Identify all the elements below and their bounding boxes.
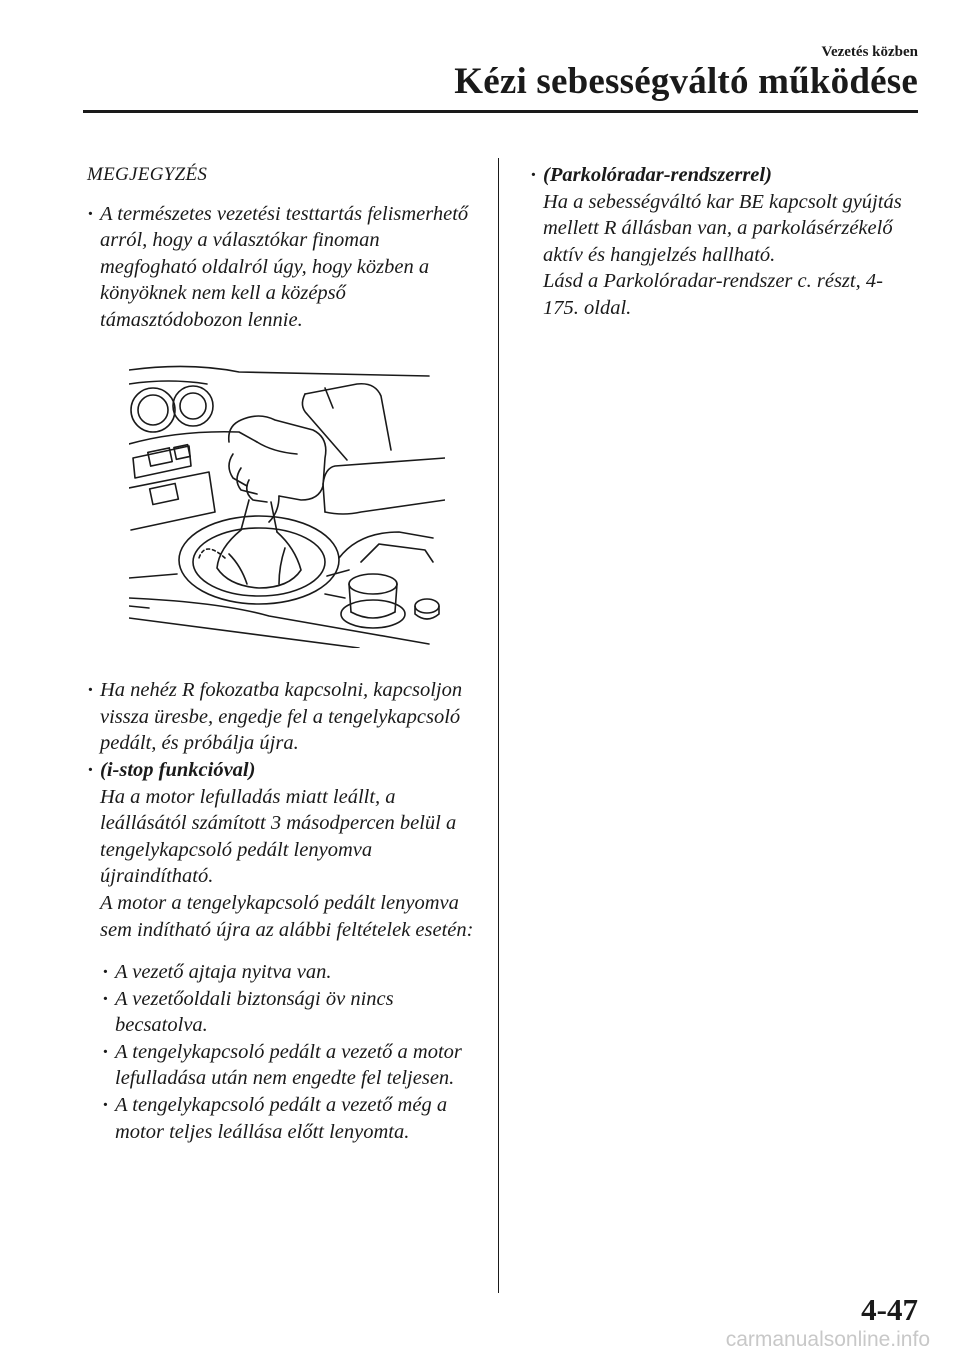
column-divider bbox=[498, 158, 499, 1293]
left-column bbox=[87, 162, 479, 1145]
right-column bbox=[530, 162, 910, 322]
istop-condition-list bbox=[87, 959, 479, 1145]
istop-title: (i-stop funkcióval) bbox=[100, 758, 256, 781]
list-item: · A vezetőoldali biztonsági öv nincs becsatolva. bbox=[102, 986, 479, 1039]
parking-radar-paragraph: Ha a sebességváltó kar BE kapcsolt gyújtás mellett R állásban van, a parkolásérzékelő aktív és hangjelzés hallható. bbox=[543, 190, 902, 266]
parking-radar-reference: Lásd a Parkolóradar-rendszer c. részt, 4-175. oldal. bbox=[543, 270, 883, 319]
gear-shift-illustration bbox=[129, 362, 445, 648]
note-bullet-reverse: · Ha nehéz R fokozatba kapcsolni, kapcsoljon vissza üresbe, engedje fel a tengelykapcsoló pedált, és próbálja újra. bbox=[87, 677, 479, 757]
list-item: · A vezető ajtaja nyitva van. bbox=[102, 959, 479, 986]
note-bullet-parking-radar bbox=[530, 162, 910, 189]
istop-paragraph-restart: Ha a motor lefulladás miatt leállt, a leállásától számított 3 másodpercen belül a tengelykapcsoló pedált lenyomva újraindítható. bbox=[100, 785, 457, 888]
list-item: · A tengelykapcsoló pedált a vezető még a motor teljes leállása előtt lenyomta. bbox=[102, 1092, 479, 1145]
section-title: Vezetés közben bbox=[821, 44, 918, 60]
note-bullet-istop bbox=[87, 757, 479, 784]
page-number: 4-47 bbox=[861, 1292, 918, 1327]
header-rule bbox=[83, 110, 918, 113]
parking-radar-title: (Parkolóradar-rendszerrel) bbox=[543, 164, 772, 186]
watermark: carmanualsonline.info bbox=[725, 1328, 930, 1351]
list-item: · A tengelykapcsoló pedált a vezető a motor lefulladása után nem engedte fel teljesen. bbox=[102, 1039, 479, 1092]
note-bullet-posture: · A természetes vezetési testtartás felismerhető arról, hogy a választókar finoman megfogható oldalról úgy, hogy közben a könyöknek nem kell a középső támasztódobozon lennie. bbox=[87, 201, 479, 334]
page-title: Kézi sebességváltó működése bbox=[454, 61, 918, 102]
note-title: MEGJEGYZÉS bbox=[87, 164, 208, 185]
istop-paragraph-conditions: A motor a tengelykapcsoló pedált lenyomva sem indítható újra az alábbi feltételek esetén: bbox=[100, 891, 474, 941]
